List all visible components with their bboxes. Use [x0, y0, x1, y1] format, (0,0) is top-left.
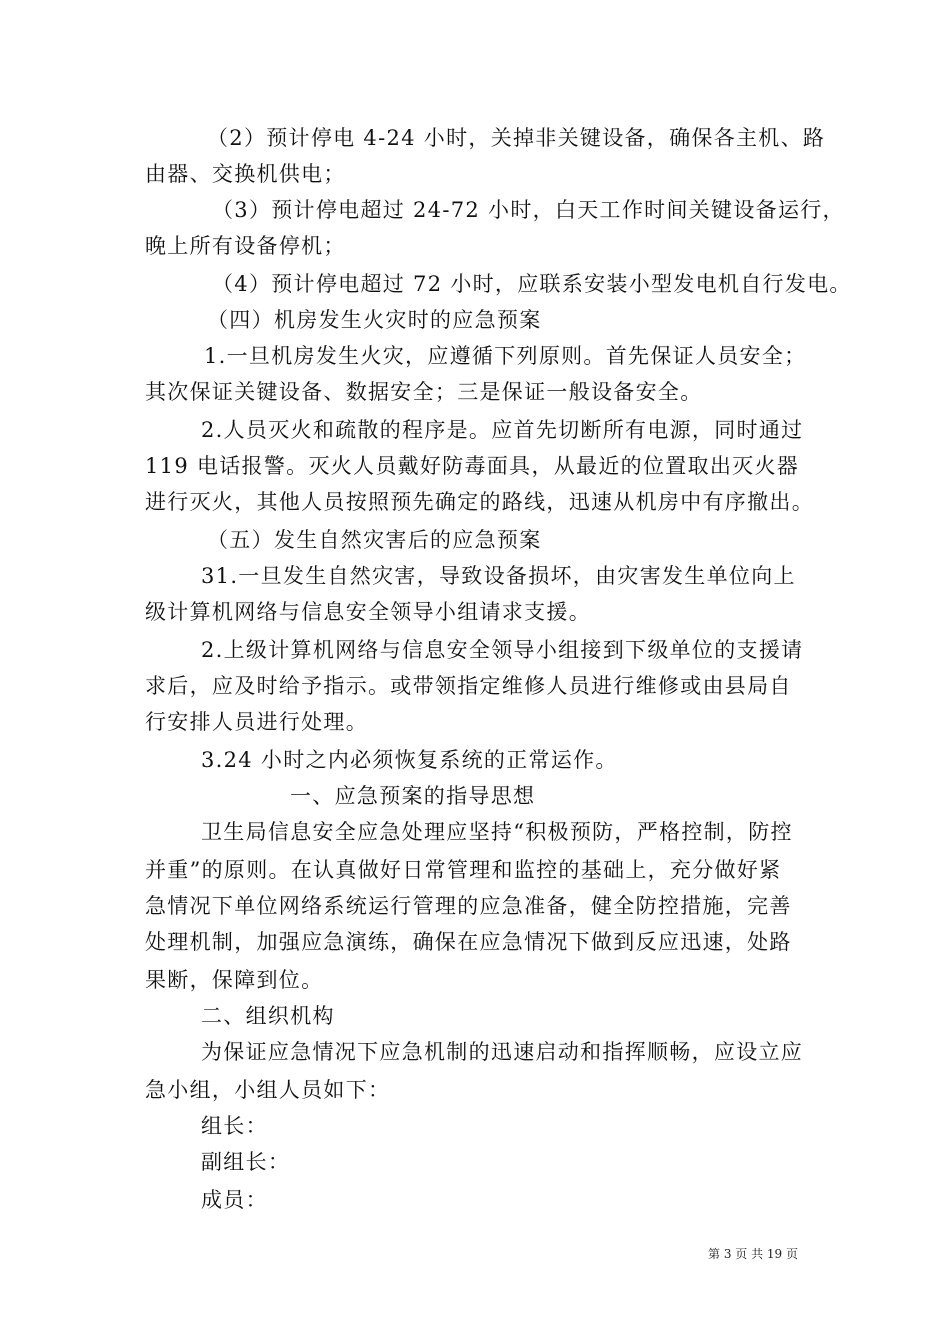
paragraph-line: 果断，保障到位。	[145, 968, 324, 992]
paragraph-line: 急小组，小组人员如下：	[145, 1078, 391, 1102]
paragraph-line: 2.上级计算机网络与信息安全领导小组接到下级单位的支援请	[201, 638, 804, 662]
paragraph-line: 求后，应及时给予指示。或带领指定维修人员进行维修或由县局自	[145, 674, 792, 698]
paragraph-line: （2）预计停电 4-24 小时，关掉非关键设备，确保各主机、路	[207, 126, 826, 150]
paragraph-line: 119 电话报警。灭火人员戴好防毒面具，从最近的位置取出灭火器	[145, 454, 800, 478]
section-heading: （四）机房发生火灾时的应急预案	[207, 308, 542, 332]
paragraph-line: 晚上所有设备停机；	[145, 234, 346, 258]
paragraph-line: 1.一旦机房发生火灾，应遵循下列原则。首先保证人员安全；	[204, 344, 807, 368]
paragraph-line: 31.一旦发生自然灾害，导致设备损坏，由灾害发生单位向上	[201, 564, 796, 588]
paragraph-line: 由器、交换机供电；	[145, 162, 346, 186]
paragraph-line: 为保证应急情况下应急机制的迅速启动和指挥顺畅，应设立应	[201, 1040, 804, 1064]
paragraph-line: 组长：	[201, 1114, 268, 1138]
page-number: 第 3 页 共 19 页	[708, 1247, 798, 1261]
paragraph-line: 3.24 小时之内必须恢复系统的正常运作。	[201, 748, 618, 772]
paragraph-line: 行安排人员进行处理。	[145, 710, 368, 734]
paragraph-line: 急情况下单位网络系统运行管理的应急准备，健全防控措施，完善	[145, 894, 792, 918]
section-heading: 一、应急预案的指导思想	[290, 784, 536, 808]
paragraph-line: （4）预计停电超过 72 小时，应联系安装小型发电机自行发电。	[212, 272, 852, 296]
section-heading: （五）发生自然灾害后的应急预案	[207, 528, 542, 552]
paragraph-line: 并重”的原则。在认真做好日常管理和监控的基础上，充分做好紧	[145, 858, 782, 882]
paragraph-line: 2.人员灭火和疏散的程序是。应首先切断所有电源，同时通过	[201, 418, 804, 442]
paragraph-line: （3）预计停电超过 24-72 小时，白天工作时间关键设备运行，	[212, 198, 845, 222]
paragraph-line: 其次保证关键设备、数据安全；三是保证一般设备安全。	[145, 380, 703, 404]
paragraph-line: 副组长：	[201, 1150, 291, 1174]
paragraph-line: 卫生局信息安全应急处理应坚持“积极预防，严格控制，防控	[201, 820, 793, 844]
paragraph-line: 处理机制，加强应急演练，确保在应急情况下做到反应迅速，处路	[145, 930, 792, 954]
paragraph-line: 级计算机网络与信息安全领导小组请求支援。	[145, 600, 591, 624]
paragraph-line: 进行灭火，其他人员按照预先确定的路线，迅速从机房中有序撤出。	[145, 490, 814, 514]
paragraph-line: 成员：	[201, 1188, 268, 1212]
section-heading: 二、组织机构	[201, 1004, 335, 1028]
